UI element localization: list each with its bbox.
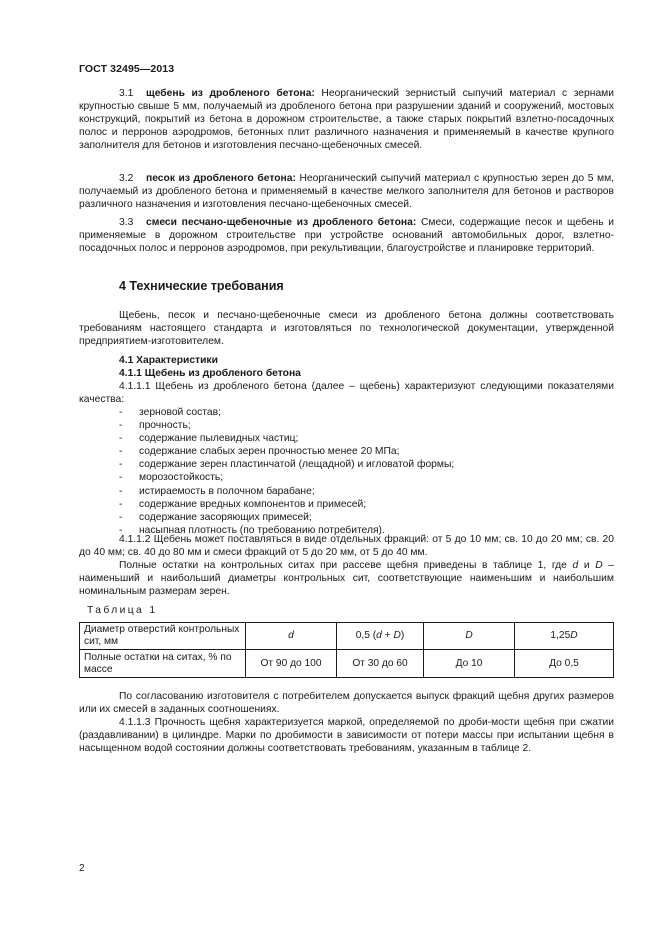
definition-text: Неорганический сыпучий материал с крупностью зерен до 5 мм, получаемый из дробленого бетона и применяемый в качестве мелкого заполнителя для бетонов и растворов различного назначения и изготовления песчано-щебеночных смесей. bbox=[79, 173, 615, 211]
section-intro-text: Щебень, песок и песчано-щебеночные смеси из дробленого бетона должны соответствовать требованиям настоящего стандарта и изготовляться по технологической документации, утвержденной предприятием-изготовителем. bbox=[79, 310, 614, 348]
symbol-D: D bbox=[570, 630, 578, 641]
cell-text: 1,25 bbox=[550, 630, 571, 641]
paragraph-4-1-1-2 bbox=[79, 533, 614, 559]
paragraph-text: 4.1.1.2 Щебень может поставляться в виде отдельных фракций: от 5 до 10 мм; св. 10 до 20 мм; св. 20 до 40 мм; св. 40 до 80 мм и смеси фракций от 5 до 20 мм, от 5 до 40 мм. bbox=[79, 534, 614, 559]
list-item: - содержание вредных компонентов и примесей; bbox=[119, 498, 614, 511]
table-caption: Таблица 1 bbox=[87, 605, 158, 616]
symbol-D: D bbox=[465, 630, 473, 641]
paragraph-4-1-1-1 bbox=[79, 380, 614, 406]
symbol-d: d bbox=[572, 560, 579, 571]
symbol-d: d bbox=[288, 630, 294, 641]
symbol-d: d bbox=[376, 630, 382, 641]
list-item: - содержание пылевидных частиц; bbox=[119, 432, 614, 445]
table-cell bbox=[246, 623, 337, 650]
section-title: 4 Технические требования bbox=[119, 279, 284, 293]
paragraph-text: 4.1.1.1 Щебень из дробленого бетона (далее – щебень) характеризуют следующими показателями качества: bbox=[79, 381, 614, 406]
paragraph-control-sieves bbox=[79, 559, 614, 598]
table-cell: От 90 до 100 bbox=[246, 650, 337, 678]
table-cell: До 0,5 bbox=[515, 650, 614, 678]
definition-number: 3.1 bbox=[119, 88, 134, 99]
paragraph-text: – наименьший и наибольший диаметры контрольных сит, соответствующие наименьшим и наибольшим номинальным размерам зерен. bbox=[79, 560, 614, 598]
table-cell: От 30 до 60 bbox=[337, 650, 424, 678]
list-item: - прочность; bbox=[119, 419, 614, 432]
page-number: 2 bbox=[79, 863, 85, 874]
table-cell bbox=[424, 623, 515, 650]
subsection-4-1-1-title: 4.1.1 Щебень из дробленого бетона bbox=[119, 368, 301, 379]
definition-3-3 bbox=[79, 216, 614, 255]
paragraph-text: и bbox=[578, 560, 596, 571]
cell-text: 0,5 ( bbox=[355, 630, 377, 641]
table-row bbox=[80, 650, 614, 678]
list-item: - зерновой состав; bbox=[119, 406, 614, 419]
document-header: ГОСТ 32495—2013 bbox=[79, 63, 175, 75]
definition-term: смеси песчано-щебеночные из дробленого бетона: bbox=[146, 217, 417, 228]
table-1 bbox=[79, 622, 614, 678]
paragraph-text: 4.1.1.3 Прочность щебня характеризуется маркой, определяемой по дроби-мости щебня при сжатии (раздавливании) в цилиндре. Марки по дробимости в зависимости от потери массы при испытании щебня в насыщенном водой состоянии должны соответствовать требованиям, указанным в таблице 2. bbox=[79, 717, 614, 755]
list-item: - содержание слабых зерен прочностью менее 20 МПа; bbox=[119, 445, 614, 458]
list-item: - истираемость в полочном барабане; bbox=[119, 485, 614, 498]
definition-number: 3.2 bbox=[119, 173, 134, 184]
table-row bbox=[80, 623, 614, 650]
table-cell: До 10 bbox=[424, 650, 515, 678]
definition-number: 3.3 bbox=[119, 217, 134, 228]
paragraph-text: По согласованию изготовителя с потребителем допускается выпуск фракций щебня других размеров или их смесей в заданных соотношениях. bbox=[79, 691, 614, 716]
table-cell bbox=[515, 623, 614, 650]
table-cell bbox=[337, 623, 424, 650]
symbol-D: D bbox=[393, 630, 401, 641]
paragraph-4-1-1-3 bbox=[79, 716, 614, 755]
list-item: - насыпная плотность (по требованию потребителя). bbox=[119, 524, 614, 537]
paragraph-text: Полные остатки на контрольных ситах при рассеве щебня приведены в таблице 1, где bbox=[119, 560, 573, 571]
table-cell-label: Полные остатки на ситах, % по массе bbox=[80, 650, 246, 678]
cell-text: ) bbox=[400, 630, 405, 641]
definition-text: Неорганический зернистый сыпучий материал с зернами крупностью свыше 5 мм, получаемый из дробленого бетона при разрушении зданий и сооружений, мостовых конструкций, покрытий из бетона в дорожном строительстве, а также старых покрытий взлетно-посадочных полос и перронов аэродромов, бетонных плит различного назначения и применяемый в качестве крупного заполнителя для бетонов и изготовления песчано-щебеночных смесей. bbox=[79, 88, 615, 152]
definition-term: песок из дробленого бетона: bbox=[146, 173, 296, 184]
list-item: - содержание засоряющих примесей; bbox=[119, 511, 614, 524]
table-cell-label: Диаметр отверстий контрольных сит, мм bbox=[80, 623, 246, 650]
cell-text: + bbox=[381, 630, 394, 641]
list-item: - морозостойкость; bbox=[119, 471, 614, 484]
definition-3-2 bbox=[79, 172, 614, 211]
definition-term: щебень из дробленого бетона: bbox=[146, 88, 315, 99]
quality-indicators-list bbox=[119, 406, 614, 537]
definition-3-1 bbox=[79, 87, 614, 152]
subsection-4-1-title: 4.1 Характеристики bbox=[119, 355, 218, 366]
symbol-D: D bbox=[595, 560, 603, 571]
section-intro bbox=[79, 309, 614, 348]
paragraph-agreement bbox=[79, 690, 614, 716]
definition-text: Смеси, содержащие песок и щебень и применяемые в дорожном строительстве при устройстве оснований автомобильных дорог, взлетно-посадочных полос и перронов аэродромов, при рекультивации, благоустройстве и планировке территорий. bbox=[79, 217, 614, 255]
list-item: - содержание зерен пластинчатой (лещадной) и игловатой формы; bbox=[119, 458, 614, 471]
